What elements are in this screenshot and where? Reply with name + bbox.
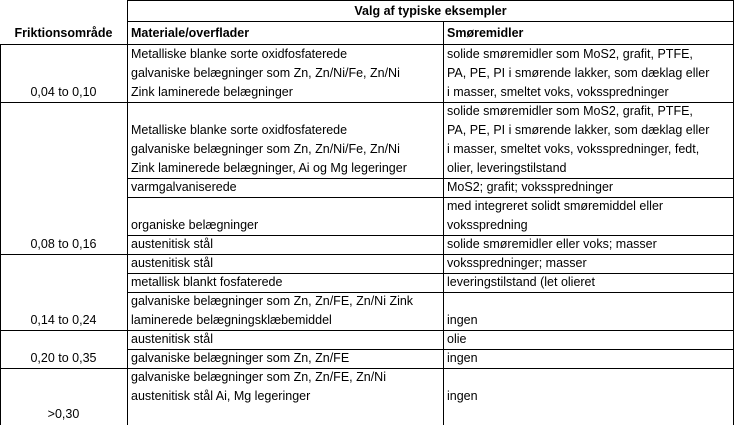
material-text: austenitisk stål bbox=[131, 256, 213, 270]
grid-line bbox=[127, 329, 128, 369]
friction-range: 0,04 to 0,10 bbox=[30, 85, 97, 99]
grid-line bbox=[127, 367, 128, 425]
material-text: galvaniske belægninger som Zn, Zn/Ni/Fe, Zn/Ni bbox=[131, 66, 400, 80]
material-text: austenitisk stål bbox=[131, 332, 213, 346]
lubricant-text: PA, PE, PI i smørende lakker, som dæklag eller bbox=[447, 123, 710, 137]
lubricant-text: i masser, smeltet voks, voksspredninger, fedt, bbox=[447, 142, 700, 156]
material-text: galvaniske belægninger som Zn, Zn/Ni/Fe, Zn/Ni bbox=[131, 142, 400, 156]
lubricant-text: i masser, smeltet voks, voksspredninger bbox=[447, 85, 669, 99]
grid-line bbox=[443, 329, 444, 369]
header-lubricant: Smøremidler bbox=[447, 26, 524, 40]
material-text: austenitisk stål bbox=[131, 237, 213, 251]
lubricant-text: solide smøremidler eller voks; masser bbox=[447, 237, 657, 251]
material-text: galvaniske belægninger som Zn, Zn/FE, Zn/Ni bbox=[131, 370, 386, 384]
friction-range: 0,08 to 0,16 bbox=[30, 237, 97, 251]
lubricant-text: PA, PE, PI i smørende lakker, som dæklag eller bbox=[447, 66, 710, 80]
grid-line bbox=[443, 253, 444, 331]
grid-line bbox=[0, 253, 1, 331]
grid-line bbox=[127, 0, 128, 45]
lubricant-text: ingen bbox=[447, 351, 478, 365]
friction-range: 0,14 to 0,24 bbox=[30, 313, 97, 327]
grid-line bbox=[127, 0, 734, 1]
lubricant-text: voksspredninger; masser bbox=[447, 256, 587, 270]
lubricant-text: ingen bbox=[447, 313, 478, 327]
lubricant-text: voksspredning bbox=[447, 218, 528, 232]
material-text: varmgalvaniserede bbox=[131, 180, 237, 194]
material-text: laminerede belægningsklæbemiddel bbox=[131, 313, 332, 327]
grid-line bbox=[0, 330, 734, 331]
lubricant-text: ingen bbox=[447, 389, 478, 403]
material-text: Metalliske blanke sorte oxidfosfaterede bbox=[131, 47, 348, 61]
grid-line bbox=[443, 22, 444, 45]
material-text: Metalliske blanke sorte oxidfosfaterede bbox=[131, 123, 348, 137]
material-text: organiske belægninger bbox=[131, 218, 259, 232]
group-title: Valg af typiske eksempler bbox=[354, 4, 507, 18]
lubricant-text: leveringstilstand (let olieret bbox=[447, 275, 595, 289]
header-material: Materiale/overflader bbox=[131, 26, 250, 40]
grid-line bbox=[443, 44, 444, 103]
friction-range: >0,30 bbox=[47, 407, 80, 421]
material-text: Zink laminerede belægninger, Ai og Mg legeringer bbox=[131, 161, 407, 175]
material-text: austenitisk stål Ai, Mg legeringer bbox=[131, 389, 311, 403]
grid-line bbox=[0, 254, 734, 255]
grid-line bbox=[127, 21, 734, 22]
grid-line bbox=[0, 329, 1, 369]
material-text: metallisk blankt fosfaterede bbox=[131, 275, 283, 289]
lubricant-text: med integreret solidt smøremiddel eller bbox=[447, 199, 664, 213]
material-text: Zink laminerede belægninger bbox=[131, 85, 293, 99]
lubricant-text: olie bbox=[447, 332, 467, 346]
grid-line bbox=[443, 101, 444, 255]
grid-line bbox=[127, 253, 128, 331]
material-text: galvaniske belægninger som Zn, Zn/FE, Zn/Ni Zink bbox=[131, 294, 414, 308]
grid-line bbox=[0, 44, 1, 103]
grid-line bbox=[443, 367, 444, 425]
lubricant-text: MoS2; grafit; voksspredninger bbox=[447, 180, 614, 194]
lubricant-text: solide smøremidler som MoS2, grafit, PTFE, bbox=[447, 47, 693, 61]
header-friction-range: Friktionsområde bbox=[14, 26, 113, 40]
grid-line bbox=[0, 101, 1, 255]
grid-line bbox=[0, 367, 1, 425]
material-text: galvaniske belægninger som Zn, Zn/FE bbox=[131, 351, 350, 365]
grid-line bbox=[127, 101, 128, 255]
grid-line bbox=[127, 44, 128, 103]
lubricant-text: olier, leveringstilstand bbox=[447, 161, 567, 175]
lubricant-text: solide smøremidler som MoS2, grafit, PTFE, bbox=[447, 104, 693, 118]
friction-range: 0,20 to 0,35 bbox=[30, 351, 97, 365]
